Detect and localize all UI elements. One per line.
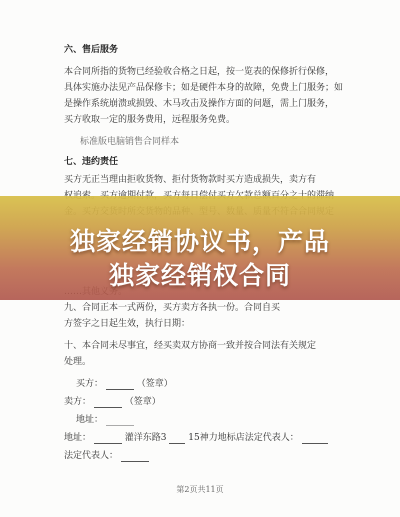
banner-title-line-1: 独家经销协议书，产品: [69, 227, 330, 256]
paragraph-line: 本合同所指的货物已经验收合格之日起，按一览表的保修折行保修，: [64, 67, 335, 77]
address-value-2: 15神力地标店法定代表人：: [188, 433, 299, 443]
address-value: 灌洋东路3: [124, 433, 167, 443]
paragraph-line: 处理。: [64, 357, 92, 367]
template-note: 标准版电脑销售合同样本: [80, 137, 180, 147]
signature-blank: [94, 397, 122, 408]
page-number: 第2页共11页: [176, 485, 224, 494]
buyer-signature-line: [76, 378, 173, 390]
banner-title-line-2: 独家经销权合同: [108, 261, 291, 290]
paragraph-line: 十、本合同未尽事宜，经买卖双方协商一致并按合同法有关规定: [64, 341, 317, 351]
address-blank: [169, 433, 185, 444]
paragraph-line: 具体实施办法见产品保修卡；如是硬件本身的故障，免费上门服务；如: [64, 83, 344, 93]
address-line: [64, 432, 328, 444]
paragraph-line: 方签字之日起生效，执行日期：: [64, 319, 191, 329]
signature-blank: [106, 379, 134, 390]
legal-rep-label: 法定代表人：: [64, 451, 119, 461]
seller-signature-line: [64, 396, 161, 408]
address-label: 地址：: [64, 433, 92, 443]
section-heading: 六、售后服务: [64, 45, 119, 55]
legal-rep-line: [64, 450, 149, 462]
paragraph-line: 九、合同正本一式两份，买方卖方各执一份。合同自买: [64, 303, 281, 313]
address-line: [76, 414, 134, 426]
address-blank: [94, 433, 122, 444]
address-blank: [106, 415, 134, 426]
paragraph-line: 是操作系统崩溃或损毁、木马攻击及操作方面的问题，需上门服务，: [64, 99, 335, 109]
seller-sign-note: （签章）: [124, 397, 161, 407]
buyer-label: 买方：: [76, 379, 104, 389]
legal-rep-blank: [302, 433, 328, 444]
paragraph-line: 买方无正当理由拒收货物、拒付货物款时买方造成损失，卖方有: [64, 175, 317, 185]
section-heading: 七、违约责任: [64, 157, 119, 167]
title-banner: [0, 196, 400, 300]
seller-label: 卖方：: [64, 397, 92, 407]
paragraph-line: 买方收取一定的服务费用，远程服务免费。: [64, 115, 236, 125]
buyer-sign-note: （签章）: [136, 379, 173, 389]
address-label: 地址：: [76, 415, 104, 425]
legal-rep-blank: [121, 451, 149, 462]
